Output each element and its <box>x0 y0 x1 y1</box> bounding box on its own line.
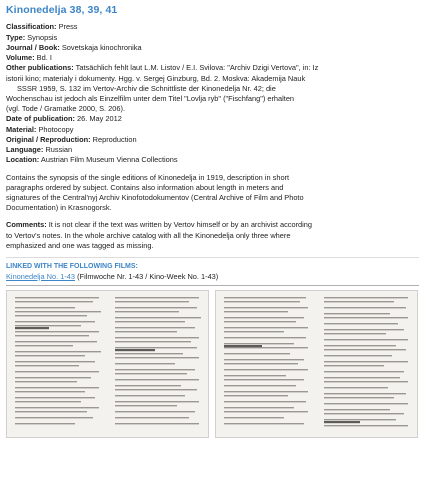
linked-film-row <box>6 272 419 282</box>
field-language <box>6 145 419 155</box>
field-journal-book <box>6 43 419 53</box>
field-date-of-publication <box>6 114 419 124</box>
field-value: SSSR 1959, S. 132 im Vertov-Archiv die Schnittliste der Kinonedelja Nr. 42; die <box>17 83 276 93</box>
divider <box>6 257 419 258</box>
description <box>6 173 419 214</box>
description-line: Documentation) in Krasnogorsk. <box>6 203 112 213</box>
field-label: Location: <box>6 155 40 165</box>
description-line: paragraphs ordered by subject. Contains also information about length in meters and <box>6 182 284 192</box>
field-value: Tatsächlich fehlt laut L.M. Listov / E.I. Svilova: "Archiv Dzigi Vertova", in: Iz <box>75 63 319 73</box>
field-type <box>6 33 419 43</box>
linked-films-heading: LINKED WITH THE FOLLOWING FILMS: <box>6 263 138 271</box>
field-label: Journal / Book: <box>6 42 60 52</box>
field-label: Language: <box>6 145 44 155</box>
scanned-page-image <box>216 291 417 437</box>
description-line: signatures of the Central'nyj Archiv Kinofotodokumentov (Central Archive of Film and Photo <box>6 192 304 202</box>
description-line: Contains the synopsis of the single editions of Kinonedelja in 1919, description in short <box>6 172 290 182</box>
field-value: 26. May 2012 <box>77 114 122 124</box>
divider <box>6 285 419 286</box>
field-label: Type: <box>6 32 26 42</box>
field-value: Austrian Film Museum Vienna Collections <box>40 155 178 165</box>
comments-line: to Vertov's notes. In the whole archive catalog with all the Kinonedelja only three where <box>6 230 291 240</box>
record-title: Kinonedelja 38, 39, 41 <box>6 4 118 16</box>
document-thumbnail-2[interactable] <box>215 290 418 438</box>
field-label: Classification: <box>6 22 57 32</box>
document-thumbnails <box>6 290 419 438</box>
linked-film-subtitle: (Filmwoche Nr. 1-43 / Kino-Week No. 1-43) <box>77 271 219 281</box>
field-value: Reproduction <box>92 134 137 144</box>
comments-label: Comments: <box>6 220 47 230</box>
field-label: Other publications: <box>6 63 74 73</box>
field-value: istorii kino; materialy i dokumenty. Hgg. v. Sergej Ginzburg, Bd. 2. Moskva: Akademija Nauk <box>6 73 306 83</box>
field-value: Synopsis <box>27 32 58 42</box>
comments-line: emphasized and one was tagged as missing. <box>6 240 154 250</box>
field-label: Original / Reproduction: <box>6 134 91 144</box>
scanned-page-image <box>7 291 208 437</box>
comments-line: It is not clear if the text was written by Vertov himself or by an archivist according <box>48 220 313 230</box>
field-value: Russian <box>45 145 73 155</box>
field-original-reproduction <box>6 135 419 145</box>
field-value: Press <box>58 22 78 32</box>
field-volume <box>6 53 419 63</box>
field-material <box>6 125 419 135</box>
field-location <box>6 155 419 165</box>
field-value: Wochenschau ist jedoch als Einzelfilm unter dem Titel "Lovlja ryb" ("Fischfang") erhalten <box>6 94 295 104</box>
field-value: Photocopy <box>38 124 74 134</box>
field-value: Bd. I <box>36 53 52 63</box>
linked-film-link[interactable]: Kinonedelja No. 1-43 <box>6 271 76 281</box>
field-label: Material: <box>6 124 37 134</box>
document-thumbnail-1[interactable] <box>6 290 209 438</box>
field-value: (vgl. Tode / Gramatke 2000, S. 206). <box>6 104 125 114</box>
field-label: Volume: <box>6 53 35 63</box>
metadata-list <box>6 22 419 165</box>
field-label: Date of publication: <box>6 114 75 124</box>
comments <box>6 220 419 251</box>
field-classification <box>6 22 419 32</box>
field-other-publications <box>6 63 419 114</box>
field-value: Sovetskaja kinochronika <box>61 42 142 52</box>
